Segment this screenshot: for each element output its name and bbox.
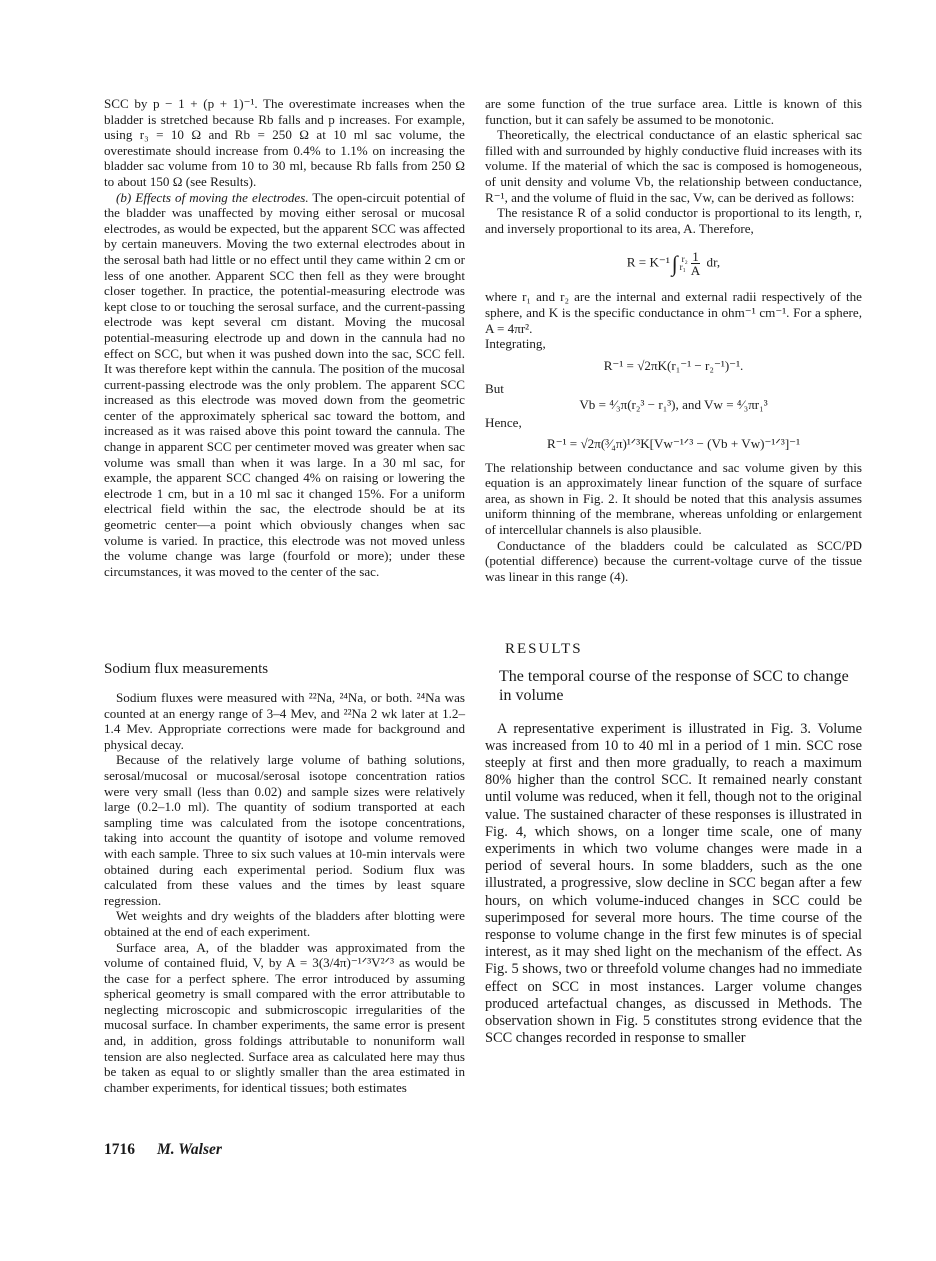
paragraph: The relationship between conductance and sac volume given by this equation is an approximately linear function of the square of surface area, as shown in Fig. 2. It should be noted that this analysis assumes uniform thinning of the membrane, whereas unfolding or enlargement of intercellular channels is also plausible. [485,459,862,538]
section-heading: Sodium flux measurements [104,661,269,677]
page-footer [104,1141,222,1159]
paragraph: Surface area, A, of the bladder was approximated from the volume of contained fluid, V, by A = 3(3/4π)⁻¹ᐟ³V²ᐟ³ as would be the case for a perfect sphere. The error introduced by assuming spherical geometry is small compared with the error attributable to neglecting microscopic and submicroscopic irregularities of the mucosal surface. In chamber experiments, the same error is present and, in addition, gross foldings attributable to nonuniform wall tension are also neglected. Surface area as calculated here may thus be taken as equal to or slightly smaller than the area estimated in chamber experiments, for identical tissues; both estimates [104,939,465,1095]
paragraph: Wet weights and dry weights of the bladders after blotting were obtained at the end of each experiment. [104,908,465,939]
right-column [485,96,862,584]
paragraph: Conductance of the bladders could be calculated as SCC/PD (potential difference) because the current-voltage curve of the tissue was linear in this range (4). [485,537,862,584]
paragraph: Sodium fluxes were measured with ²²Na, ²⁴Na, or both. ²⁴Na was counted at an energy range of 3–4 Mev, and ²²Na 2 wk later at 1.2–1.4 Mev. Appropriate corrections were made for background and physical decay. [104,690,465,752]
label: But [485,381,504,397]
equation-conductance: R⁻¹ = √2π(³⁄₄π)¹ᐟ³K[Vw⁻¹ᐟ³ − (Vb + Vw)⁻¹ᐟ³]⁻¹ [546,436,801,452]
page-number: 1716 [104,1141,135,1158]
paragraph: Because of the relatively large volume of bathing solutions, serosal/mucosal or mucosal/serosal isotope concentration ratios were very small (less than 0.02) and sample sizes were relatively large (0.2–1.0 ml). The quantity of sodium transported at each sampling time was calculated from the isotope concentrations, taking into account the quantity of isotope and volume removed with each sample. Three to six such values at 10-min intervals were obtained during each experimental period. Sodium flux was calculated from these values and the times by least square regression. [104,752,465,908]
label: Integrating, [485,336,546,352]
paragraph: The resistance R of a solid conductor is proportional to its length, r, and inversely proportional to its area, A. Therefore, [485,205,862,236]
paragraph: Theoretically, the electrical conductance of an elastic spherical sac filled with and surrounded by highly conductive fluid increases with its volume. If the material of which the sac is composed is homogeneous, of unit density and volume Vb, the relationship between conductance, R⁻¹, and the volume of fluid in the sac, Vw, can be derived as follows: [485,127,862,205]
label: Hence, [485,414,522,430]
paragraph-lead: (b) Effects of moving the electrodes. [116,189,309,205]
numerator: 1 [692,249,699,265]
integral-upper: r₂ [681,254,688,265]
paragraph-text: The open-circuit potential of the bladder was unaffected by moving either serosal or mucosal electrodes, as would be expected, but the apparent SCC was affected by certain maneuvers. Moving the two external electrodes about in the serosal bath had little or no effect until they came within 2 cm or less of one another. Apparent SCC then fell as they were brought closer together. In practice, the potential-measuring electrode was kept close to or touching the serosal surface, and the current-passing electrode was kept several cm distant. Moving the mucosal potential-measuring electrode up and down in the cannula had no effect on SCC, but when it was pushed down into the sac, SCC fell. It was therefore kept within the cannula. The position of the mucosal current-passing electrode was the only problem. The apparent SCC increased as this electrode was moved down from the geometric center of the approximately spherical sac toward the bottom, and increased as it was raised above this point toward the cannula. The change in apparent SCC per centimeter moved was greater when sac volume was small than when it was large. In a 30 ml sac, for example, the apparent SCC changed 4% on raising or lowering the electrode 1 cm, but in a 10 ml sac it changed 15%. For a uniform electrical field within the sac, the electrode should be at its geometric center—a point which obviously changes when sac volume is varied. In practice, this electrode was not moved unless the volume change was large (fourfold or more); under these circumstances, it was moved to the center of the sac. [104,189,465,579]
sodium-flux-section [104,660,465,1095]
paragraph [104,190,465,580]
left-column [104,96,465,579]
paragraph: A representative experiment is illustrated in Fig. 3. Volume was increased from 10 to 40 ml in a period of 1 min. SCC rose steeply at first and then more gradually, to reach a maximum 80% higher than the control SCC. It remained nearly constant until volume was reduced, when it fell, though not to the original value. The sustained character of these responses is illustrated in Fig. 4, which shows, on a longer time scale, one of many experiments in which two volume changes were made in a period of several hours. In some bladders, such as the one illustrated, a progressive, slow decline in SCC began after a few hours, on which volume-induced changes in SCC could be superimposed for several more hours. The time course of the response to volume change in the first few minutes is of special interest, as it may shed light on the mechanism of the effect. As Fig. 5 shows, two or threefold volume changes had no immediate effect on SCC in most instances. Larger volume changes produced artefactual changes, as discussed in Methods. The observation shown in Fig. 5 constitutes strong evidence that the SCC changes recorded in response to smaller [485,720,862,1047]
integral-sign: ∫ r₂ r₁ [671,251,688,277]
subsection-heading: The temporal course of the response of SCC to change in volume [499,667,849,704]
running-author: M. Walser [157,1141,222,1158]
paragraph: are some function of the true surface area. Little is known of this function, but it can safely be assumed to be monotonic. [485,96,862,127]
paragraph: where r₁ and r₂ are the internal and external radii respectively of the sphere, and K is the specific conductance in ohm⁻¹ cm⁻¹. For a sphere, A = 4πr². [485,289,862,336]
equation-integrated: R⁻¹ = √2πK(r₁⁻¹ − r₂⁻¹)⁻¹. [603,357,744,373]
denominator: A [690,263,701,279]
results-section [485,642,862,1047]
equation-resistance [485,250,862,277]
equation-volumes: Vb = ⁴⁄₃π(r₂³ − r₁³), and Vw = ⁴⁄₃πr₁³ [579,396,768,412]
paragraph: SCC by p − 1 + (p + 1)⁻¹. The overestimate increases when the bladder is stretched because Rb falls and p increases. For example, using r₃ = 10 Ω and Rb = 250 Ω at 10 ml sac volume, the overestimate should increase from 0.4% to 1.1% on increasing the bladder sac volume from 10 to 30 ml, because Rb falls from 250 Ω to about 150 Ω (see Results). [104,96,465,189]
results-heading: RESULTS [505,641,583,657]
equation-lhs: R = K⁻¹ [626,254,670,270]
fraction [691,250,700,277]
integral-lower: r₁ [679,262,686,273]
equation-tail: dr, [706,254,721,270]
